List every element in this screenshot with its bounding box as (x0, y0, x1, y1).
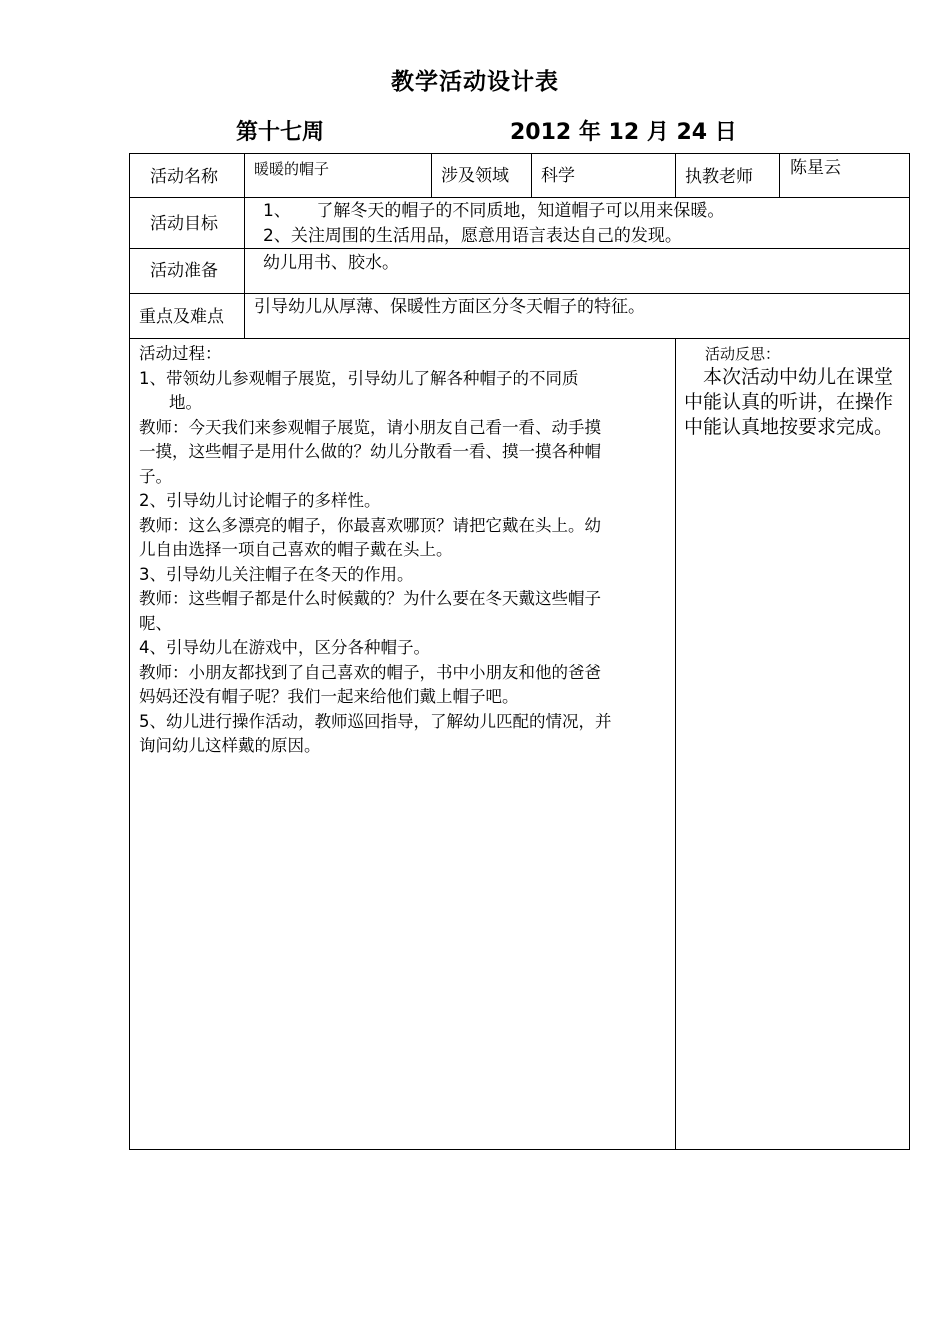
date-label: 2012 年 12 月 24 日 (510, 120, 737, 145)
key-points-label: 重点及难点 (139, 307, 224, 327)
table-col-divider (431, 153, 432, 197)
table-row-divider (129, 293, 910, 294)
table-row-divider (129, 338, 910, 339)
prep-value: 幼儿用书、胶水。 (263, 253, 399, 273)
table-col-divider (779, 153, 780, 197)
key-points-value: 引导幼儿从厚薄、保暖性方面区分冬天帽子的特征。 (254, 297, 645, 317)
page-title: 教学活动设计表 (391, 69, 559, 95)
process-line: 教师：小朋友都找到了自己喜欢的帽子，书中小朋友和他的爸爸 (139, 662, 601, 682)
table-col-divider (675, 153, 676, 197)
teacher-value: 陈星云 (790, 158, 841, 178)
activity-name-label: 活动名称 (150, 167, 218, 187)
domain-label: 涉及领域 (441, 166, 509, 186)
goal-item-1: 1、 了解冬天的帽子的不同质地，知道帽子可以用来保暖。 (263, 201, 725, 221)
process-line: 地。 (169, 393, 202, 412)
table-border-bottom (129, 1149, 910, 1150)
teacher-label: 执教老师 (685, 167, 753, 187)
process-line: 5、幼儿进行操作活动，教师巡回指导，了解幼儿匹配的情况，并 (139, 711, 612, 731)
reflection-text: 本次活动中幼儿在课堂中能认真的听讲，在操作中能认真地按要求完成。 (684, 366, 894, 438)
table-border-top (129, 153, 910, 154)
process-line: 儿自由选择一项自己喜欢的帽子戴在头上。 (139, 540, 453, 559)
process-line: 4、引导幼儿在游戏中，区分各种帽子。 (139, 638, 430, 657)
table-border-left (129, 153, 130, 1150)
week-label: 第十七周 (236, 120, 325, 145)
process-line: 教师：这么多漂亮的帽子，你最喜欢哪顶？请把它戴在头上。幼 (139, 515, 601, 535)
table-col-divider (531, 153, 532, 197)
process-line: 一摸，这些帽子是用什么做的？幼儿分散看一看、摸一摸各种帽 (139, 442, 601, 461)
process-line: 教师：这些帽子都是什么时候戴的？为什么要在冬天戴这些帽子 (139, 589, 601, 608)
process-line: 呢、 (139, 613, 172, 633)
table-row-divider (129, 197, 910, 198)
table-row-divider (129, 248, 910, 249)
table-col-divider (244, 153, 245, 338)
process-heading: 活动过程： (139, 344, 222, 363)
process-line: 妈妈还没有帽子呢？我们一起来给他们戴上帽子吧。 (139, 687, 519, 706)
goal-item-2: 2、关注周围的生活用品，愿意用语言表达自己的发现。 (263, 226, 682, 246)
process-line: 教师：今天我们来参观帽子展览，请小朋友自己看一看、动手摸 (139, 417, 601, 437)
prep-label: 活动准备 (150, 261, 218, 281)
process-line: 询问幼儿这样戴的原因。 (139, 736, 321, 755)
process-line: 3、引导幼儿关注帽子在冬天的作用。 (139, 564, 414, 584)
process-line: 子。 (139, 466, 172, 486)
process-line: 1、带领幼儿参观帽子展览，引导幼儿了解各种帽子的不同质 (139, 368, 579, 388)
domain-value: 科学 (541, 166, 575, 186)
reflection-heading: 活动反思： (705, 345, 781, 363)
table-col-divider (675, 338, 676, 1149)
process-section (139, 342, 669, 759)
process-line: 2、引导幼儿讨论帽子的多样性。 (139, 491, 381, 510)
goals-label: 活动目标 (150, 214, 218, 234)
table-border-right (909, 153, 910, 1150)
activity-name-value: 暖暖的帽子 (254, 160, 330, 178)
